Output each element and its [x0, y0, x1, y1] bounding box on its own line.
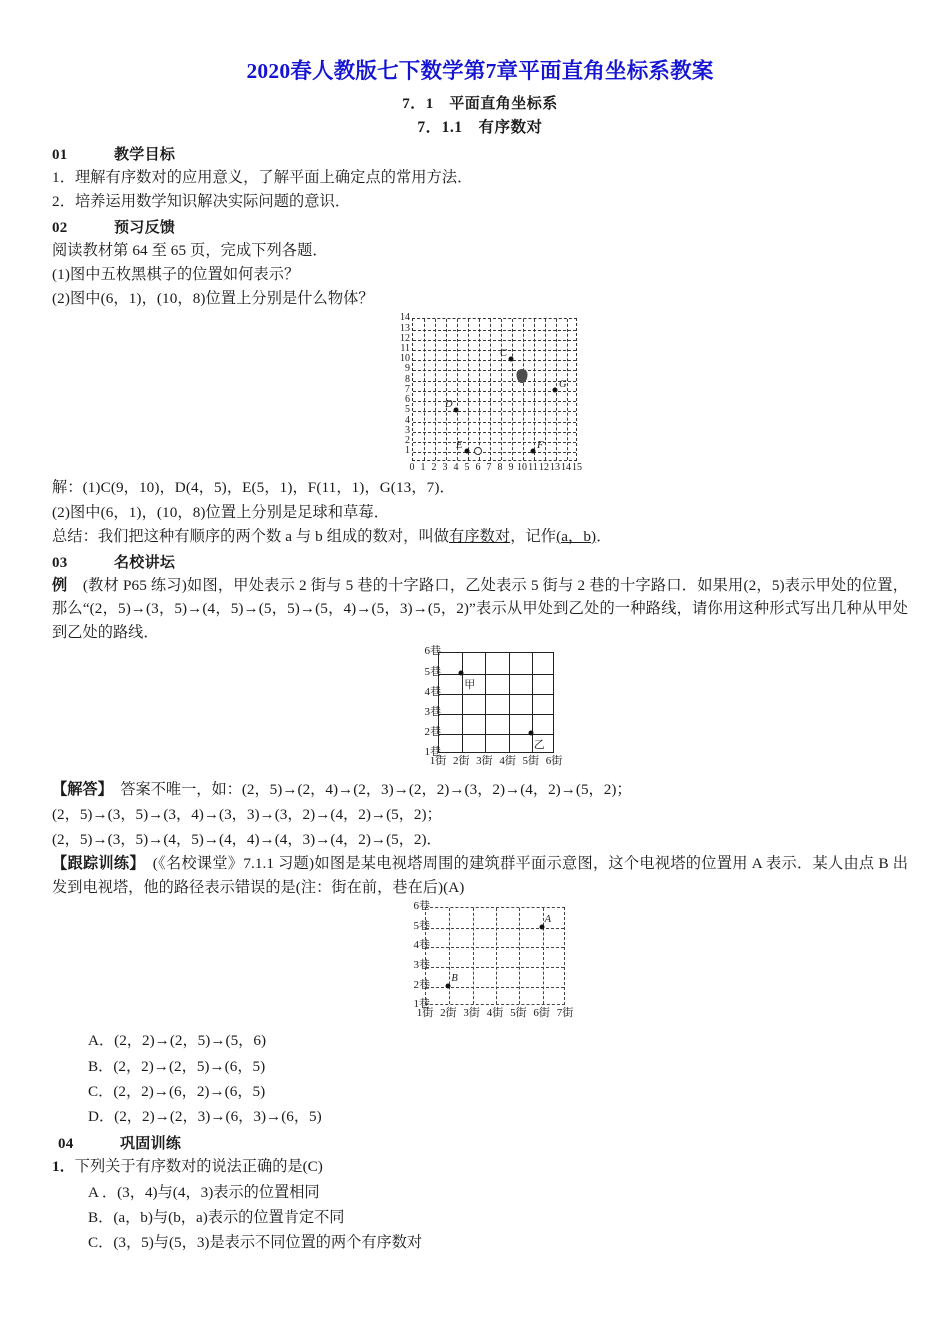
followup-text: (《名校课堂》7.1.1 习题)如图是某电视塔周围的建筑群平面示意图，这个电视塔的位置用 A 表示．某人由点 B 出发到电视塔，他的路径表示错误的是(注：街在前，巷在后)(A) [52, 855, 908, 896]
section-number-03: 03 [52, 554, 68, 571]
section-name-02: 预习反馈 [114, 220, 176, 237]
grid-line-horizontal [439, 694, 553, 695]
grid-line-vertical [509, 653, 510, 752]
x-axis-tick-label: 1街 [416, 1007, 434, 1020]
x-axis-tick-label: 8 [497, 462, 503, 474]
point-label: 甲 [464, 678, 476, 691]
followup-option[interactable]: D．(2，2)→(2，3)→(6，3)→(6，5) [88, 1108, 322, 1126]
example-paragraph [52, 574, 908, 645]
preview-answer-1: 解：(1)C(9，10)，D(4，5)，E(5，1)，F(11，1)，G(13，7)． [52, 479, 455, 497]
preview-summary [52, 525, 908, 548]
point-marker [528, 731, 533, 736]
practice-option[interactable]: A ．(3，4)与(4，3)表示的位置相同 [88, 1183, 320, 1201]
point-label: A [544, 913, 552, 925]
point-marker [465, 449, 470, 454]
x-axis-tick-label: 13 [550, 462, 560, 474]
section-name-03: 名校讲坛 [114, 554, 176, 571]
grid-line-vertical [519, 908, 520, 1004]
point-label: C [500, 348, 508, 360]
section-number-04: 04 [58, 1136, 74, 1153]
question-number: 1． [52, 1158, 75, 1176]
coordinate-grid-figure [381, 312, 582, 474]
y-axis-tick-label: 10 [400, 353, 410, 365]
point-marker [459, 670, 464, 675]
y-axis-tick-label: 1 [405, 445, 410, 457]
y-axis-tick-label: 9 [405, 363, 410, 375]
section-number-01: 01 [52, 146, 68, 163]
y-axis-tick-label: 3巷 [413, 958, 430, 971]
x-axis-tick-label: 3街 [463, 1007, 480, 1020]
practice-question-1 [52, 1155, 908, 1179]
solution-line [52, 778, 908, 802]
y-axis-tick-label: 6巷 [413, 900, 430, 913]
summary-end: ． [596, 527, 612, 545]
x-axis-tick-label: 4 [453, 462, 459, 474]
x-axis-tick-label: 1街 [429, 755, 447, 768]
summary-notation: (a，b) [556, 527, 597, 545]
point-marker [454, 408, 459, 413]
street-alley-grid-figure [400, 645, 563, 776]
preview-question-1: (1)图中五枚黑棋子的位置如何表示？ [52, 266, 300, 284]
y-axis-tick-label: 3 [405, 424, 410, 436]
y-axis-tick-label: 11 [400, 343, 410, 355]
y-axis-tick-label: 4巷 [413, 939, 430, 952]
y-axis-tick-label: 1巷 [413, 998, 430, 1011]
figure-3-wrapper [52, 900, 908, 1027]
summary-term: 有序数对 [449, 527, 511, 545]
y-axis-tick-label: 7 [405, 383, 410, 395]
tv-tower-grid-figure [387, 900, 574, 1027]
section-number-02: 02 [52, 220, 68, 237]
x-axis-tick-label: 11 [528, 462, 538, 474]
question-text: 下列关于有序数对的说法正确的是(C) [74, 1158, 323, 1176]
grid-line-horizontal [413, 442, 576, 443]
grid-line-horizontal [413, 370, 576, 371]
y-axis-tick-label: 3巷 [424, 705, 441, 718]
figure-1-wrapper [52, 314, 908, 474]
document-content [52, 58, 908, 1257]
y-axis-tick-label: 8 [405, 373, 410, 385]
x-axis-tick-label: 10 [517, 462, 527, 474]
followup-label: 【跟踪训练】 [52, 855, 138, 873]
grid-line-horizontal [413, 360, 576, 361]
section-subtitle-2: 7．1.1 有序数对 [417, 118, 543, 136]
solution-line: (2，5)→(3，5)→(4，5)→(4，4)→(4，3)→(4，2)→(5，2)． [52, 830, 442, 848]
grid-line-horizontal [413, 330, 576, 331]
section-heading-02 [52, 216, 908, 237]
grid-line-vertical [449, 908, 450, 1004]
example-text: (教材 P65 练习)如图，甲处表示 2 街与 5 巷的十字路口，乙处表示 5 街与 2 巷的十字路口．如果用(2，5)表示甲处的位置，那么“(2，5)→(3，5)→(4，5)→(5，5)→(5，4)→(5，3)→(5，2)”表示从甲处到乙处的一种路线，请你用这种形式写出几种从甲处到乙处的路线． [52, 576, 908, 641]
grid-line-horizontal [413, 432, 576, 433]
grid-line-horizontal [413, 411, 576, 412]
soccer-ball-marker [474, 447, 482, 455]
y-axis-tick-label: 5巷 [413, 919, 430, 932]
x-axis-tick-label: 9 [508, 462, 514, 474]
solution-label: 【解答】 [52, 781, 106, 799]
grid-line-horizontal [439, 734, 553, 735]
y-axis-tick-label: 2巷 [424, 726, 441, 739]
grid-line-vertical [462, 653, 463, 752]
grid-line-horizontal [439, 674, 553, 675]
x-axis-tick-label: 6 [475, 462, 481, 474]
x-axis-tick-label: 4街 [499, 755, 516, 768]
x-axis-tick-label: 5 [464, 462, 470, 474]
x-axis-tick-label: 6街 [533, 1007, 550, 1020]
preview-read-line: 阅读教材第 64 至 65 页，完成下列各题． [52, 242, 328, 260]
summary-middle: ，记作 [510, 527, 557, 545]
point-label: F [537, 440, 544, 452]
grid-line-vertical [543, 908, 544, 1004]
y-axis-tick-label: 1巷 [424, 746, 441, 759]
solution-line: (2，5)→(3，5)→(3，4)→(3，3)→(3，2)→(4，2)→(5，2)； [52, 805, 442, 823]
followup-option[interactable]: C．(2，2)→(6，2)→(6，5) [88, 1082, 266, 1100]
grid-line-vertical [485, 653, 486, 752]
y-axis-tick-label: 4 [405, 414, 410, 426]
x-axis-tick-label: 1 [420, 462, 426, 474]
point-marker [509, 357, 514, 362]
example-label: 例 [52, 576, 68, 594]
figure-2-wrapper [52, 645, 908, 776]
summary-prefix: 总结：我们把这种有顺序的两个数 a 与 b 组成的数对，叫做 [52, 527, 450, 545]
grid-line-horizontal [426, 947, 564, 948]
point-marker [539, 924, 544, 929]
grid-line-vertical [532, 653, 533, 752]
point-label: 乙 [533, 739, 545, 752]
section-name-01: 教学目标 [114, 146, 176, 163]
followup-option[interactable]: A．(2，2)→(2，5)→(5，6) [88, 1032, 267, 1050]
followup-option[interactable]: B．(2，2)→(2，5)→(6，5) [88, 1057, 266, 1075]
grid-line-horizontal [413, 401, 576, 402]
x-axis-tick-label: 2街 [440, 1007, 457, 1020]
practice-option[interactable]: C．(3，5)与(5，3)是表示不同位置的两个有序数对 [88, 1234, 423, 1252]
y-axis-tick-label: 2巷 [413, 978, 430, 991]
x-axis-tick-label: 2 [431, 462, 437, 474]
x-axis-tick-label: 15 [572, 462, 582, 474]
point-label: B [451, 972, 458, 984]
grid-line-horizontal [413, 422, 576, 423]
grid-line-horizontal [439, 714, 553, 715]
x-axis-tick-label: 3 [442, 462, 448, 474]
x-axis-tick-label: 5街 [510, 1007, 527, 1020]
followup-paragraph [52, 852, 908, 899]
preview-answer-2: (2)图中(6，1)，(10，8)位置上分别是足球和草莓． [52, 503, 389, 521]
y-axis-tick-label: 2 [405, 434, 410, 446]
y-axis-tick-label: 5 [405, 404, 410, 416]
grid-line-horizontal [413, 381, 576, 382]
grid-line-horizontal [413, 391, 576, 392]
grid-line-horizontal [413, 350, 576, 351]
x-axis-tick-label: 0 [409, 462, 415, 474]
y-axis-tick-label: 6巷 [424, 645, 441, 658]
x-axis-tick-label: 5街 [522, 755, 540, 768]
y-axis-tick-label: 5巷 [424, 665, 441, 678]
y-axis-tick-label: 14 [400, 312, 410, 324]
x-axis-tick-label: 2街 [452, 755, 470, 768]
x-axis-tick-label: 7 [486, 462, 492, 474]
y-axis-tick-label: 12 [400, 332, 410, 344]
preview-question-2: (2)图中(6，1)，(10，8)位置上分别是什么物体？ [52, 290, 374, 308]
x-axis-tick-label: 3街 [476, 755, 493, 768]
practice-option[interactable]: B．(a，b)与(b，a)表示的位置肯定不同 [88, 1209, 345, 1227]
y-axis-tick-label: 6 [405, 394, 410, 406]
solution-text-1: 答案不唯一，如：(2，5)→(2，4)→(2，3)→(2，2)→(3，2)→(4，2)→(5，2)； [120, 781, 632, 799]
y-axis-tick-label: 13 [400, 322, 410, 334]
point-label: E [456, 440, 463, 452]
y-axis-tick-label: 4巷 [424, 685, 441, 698]
section-heading-01 [52, 143, 908, 164]
section-heading-04 [52, 1132, 908, 1153]
x-axis-tick-label: 7街 [556, 1007, 574, 1020]
grid-line-vertical [496, 908, 497, 1004]
objective-item: 2．培养运用数学知识解决实际问题的意识． [52, 193, 351, 211]
page-title: 2020春人教版七下数学第7章平面直角坐标系教案 [246, 59, 714, 83]
section-subtitle-1: 7．1 平面直角坐标系 [402, 95, 558, 112]
x-axis-tick-label: 14 [561, 462, 571, 474]
section-name-04: 巩固训练 [120, 1136, 182, 1153]
grid-line-horizontal [413, 340, 576, 341]
x-axis-tick-label: 4街 [486, 1007, 504, 1020]
point-label: D [445, 399, 453, 411]
point-marker [531, 449, 536, 454]
grid-line-horizontal [413, 452, 576, 453]
grid-line-vertical [473, 908, 474, 1004]
x-axis-tick-label: 12 [539, 462, 549, 474]
grid-line-horizontal [426, 967, 564, 968]
section-heading-03 [52, 551, 908, 572]
objective-item: 1．理解有序数对的应用意义，了解平面上确定点的常用方法． [52, 168, 473, 186]
point-marker [446, 983, 451, 988]
point-label: G [559, 378, 567, 390]
point-marker [553, 387, 558, 392]
x-axis-tick-label: 6街 [545, 755, 563, 768]
